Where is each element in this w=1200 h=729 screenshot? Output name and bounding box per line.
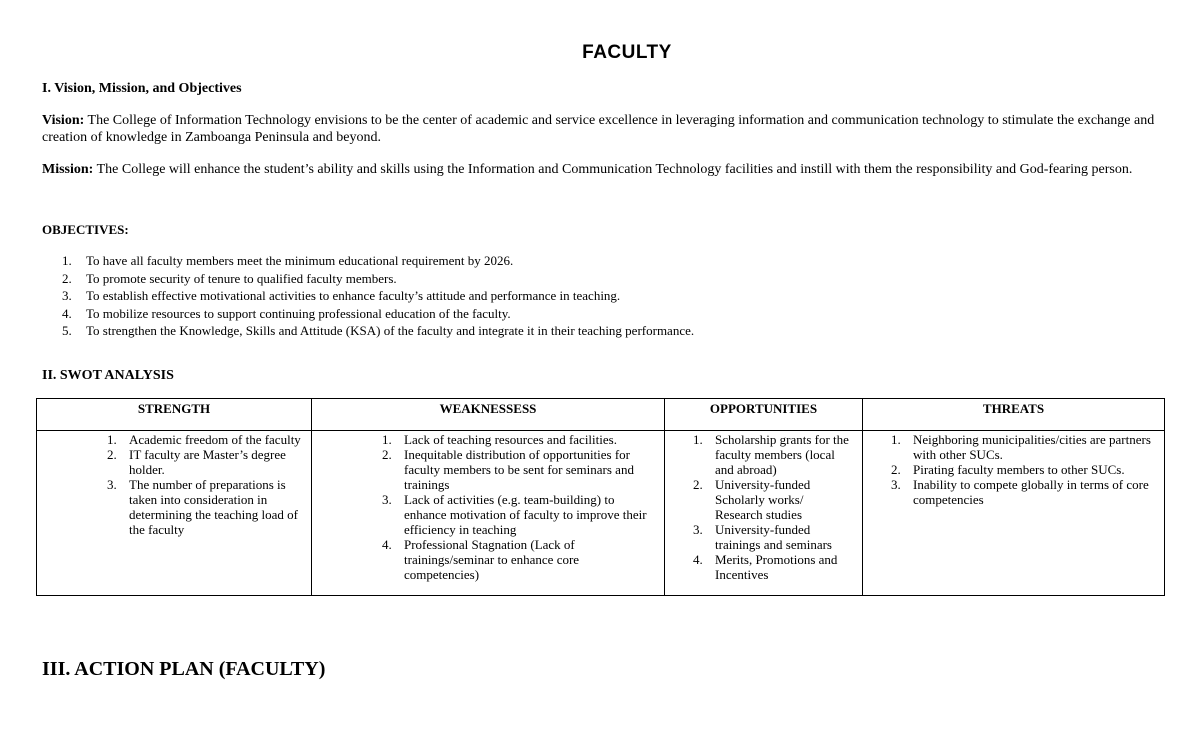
list-item	[42, 305, 694, 323]
mission-label: Mission:	[42, 162, 94, 177]
list-item-text: Merits, Promotions and Incentives	[715, 552, 838, 582]
mission-paragraph	[42, 161, 1162, 178]
list-item	[693, 477, 854, 522]
list-item	[891, 432, 1156, 462]
threats-cell	[863, 431, 1165, 596]
list-item-number: 2.	[693, 477, 703, 492]
vision-label: Vision:	[42, 113, 85, 128]
list-item	[42, 322, 694, 340]
list-item	[42, 287, 694, 305]
objectives-heading: OBJECTIVES:	[42, 222, 129, 237]
list-item-number: 1.	[62, 253, 72, 268]
section-heading-action-plan: III. ACTION PLAN (FACULTY)	[42, 658, 326, 680]
section-heading-swot: II. SWOT ANALYSIS	[42, 368, 174, 383]
opportunities-list	[693, 431, 854, 582]
mission-text: The College will enhance the student’s ability and skills using the Information and Communication Technology facilities and instill with them the responsibility and God-fearing person.	[93, 162, 1133, 177]
list-item	[382, 447, 656, 492]
list-item	[693, 522, 854, 552]
list-item-number: 1.	[107, 432, 117, 447]
list-item-number: 1.	[382, 432, 392, 447]
list-item-text: The number of preparations is taken into consideration in determining the teaching load of the faculty	[129, 477, 298, 537]
list-item-text: Academic freedom of the faculty	[129, 432, 301, 447]
column-header-strength: STRENGTH	[37, 399, 312, 431]
swot-content-row	[37, 431, 1165, 596]
list-item-text: Inequitable distribution of opportunities for faculty members to be sent for seminars and trainings	[404, 447, 634, 492]
list-item-number: 2.	[62, 270, 72, 286]
list-item	[42, 270, 694, 288]
list-item-text: To establish effective motivational activities to enhance faculty’s attitude and performance in teaching.	[86, 288, 621, 303]
list-item-number: 4.	[693, 552, 703, 567]
list-item-text: University-funded trainings and seminars	[715, 522, 832, 552]
list-item-number: 5.	[62, 323, 72, 338]
list-item-number: 3.	[891, 477, 901, 492]
weaknesses-list	[382, 431, 656, 582]
vision-paragraph	[42, 112, 1162, 146]
list-item-text: Pirating faculty members to other SUCs.	[913, 462, 1125, 477]
section-heading-vision-mission: I. Vision, Mission, and Objectives	[42, 81, 242, 96]
list-item-number: 4.	[382, 537, 392, 552]
list-item-text: To promote security of tenure to qualified faculty members.	[86, 270, 397, 286]
list-item	[107, 477, 303, 537]
column-header-threats: THREATS	[863, 399, 1165, 431]
list-item-text: Inability to compete globally in terms of core competencies	[913, 477, 1149, 507]
list-item-number: 2.	[891, 462, 901, 477]
list-item-text: Lack of activities (e.g. team-building) to enhance motivation of faculty to improve their efficiency in teaching	[404, 492, 647, 537]
list-item	[42, 252, 694, 270]
strength-cell	[37, 431, 312, 596]
list-item-text: Scholarship grants for the faculty members (local and abroad)	[715, 432, 849, 477]
strength-list	[107, 431, 303, 537]
list-item	[382, 537, 656, 582]
list-item	[891, 477, 1156, 507]
list-item-text: To mobilize resources to support continuing professional education of the faculty.	[86, 305, 511, 321]
list-item-number: 4.	[62, 305, 72, 321]
list-item	[382, 492, 656, 537]
list-item-text: Lack of teaching resources and facilities.	[404, 432, 617, 447]
swot-table	[36, 398, 1165, 596]
list-item-number: 3.	[382, 492, 392, 507]
list-item-text: University-funded Scholarly works/ Research studies	[715, 477, 811, 522]
list-item	[693, 432, 854, 477]
list-item-text: IT faculty are Master’s degree holder.	[129, 447, 286, 477]
list-item-number: 3.	[693, 522, 703, 537]
objectives-list	[42, 252, 694, 340]
threats-list	[891, 431, 1156, 507]
list-item-text: Neighboring municipalities/cities are partners with other SUCs.	[913, 432, 1151, 462]
list-item-number: 3.	[107, 477, 117, 492]
list-item	[693, 552, 854, 582]
list-item	[107, 432, 303, 447]
column-header-weaknesses: WEAKNESSESS	[312, 399, 665, 431]
list-item-number: 2.	[382, 447, 392, 462]
list-item-text: To have all faculty members meet the minimum educational requirement by 2026.	[86, 253, 514, 268]
list-item-text: Professional Stagnation (Lack of trainings/seminar to enhance core competencies)	[404, 537, 580, 582]
opportunities-cell	[665, 431, 863, 596]
page-title: FACULTY	[582, 42, 672, 63]
list-item	[382, 432, 656, 447]
list-item-text: To strengthen the Knowledge, Skills and Attitude (KSA) of the faculty and integrate it in their teaching performance.	[86, 323, 695, 338]
vision-text: The College of Information Technology envisions to be the center of academic and service excellence in leveraging information and communication technology to stimulate the exchange and creation of knowledge in Zamboanga Peninsula and beyond.	[42, 113, 1155, 145]
swot-header-row	[37, 399, 1165, 431]
list-item-number: 1.	[891, 432, 901, 447]
list-item-number: 1.	[693, 432, 703, 447]
list-item-number: 2.	[107, 447, 117, 462]
list-item	[107, 447, 303, 477]
list-item	[891, 462, 1156, 477]
column-header-opportunities: OPPORTUNITIES	[665, 399, 863, 431]
list-item-number: 3.	[62, 288, 72, 303]
weaknesses-cell	[312, 431, 665, 596]
